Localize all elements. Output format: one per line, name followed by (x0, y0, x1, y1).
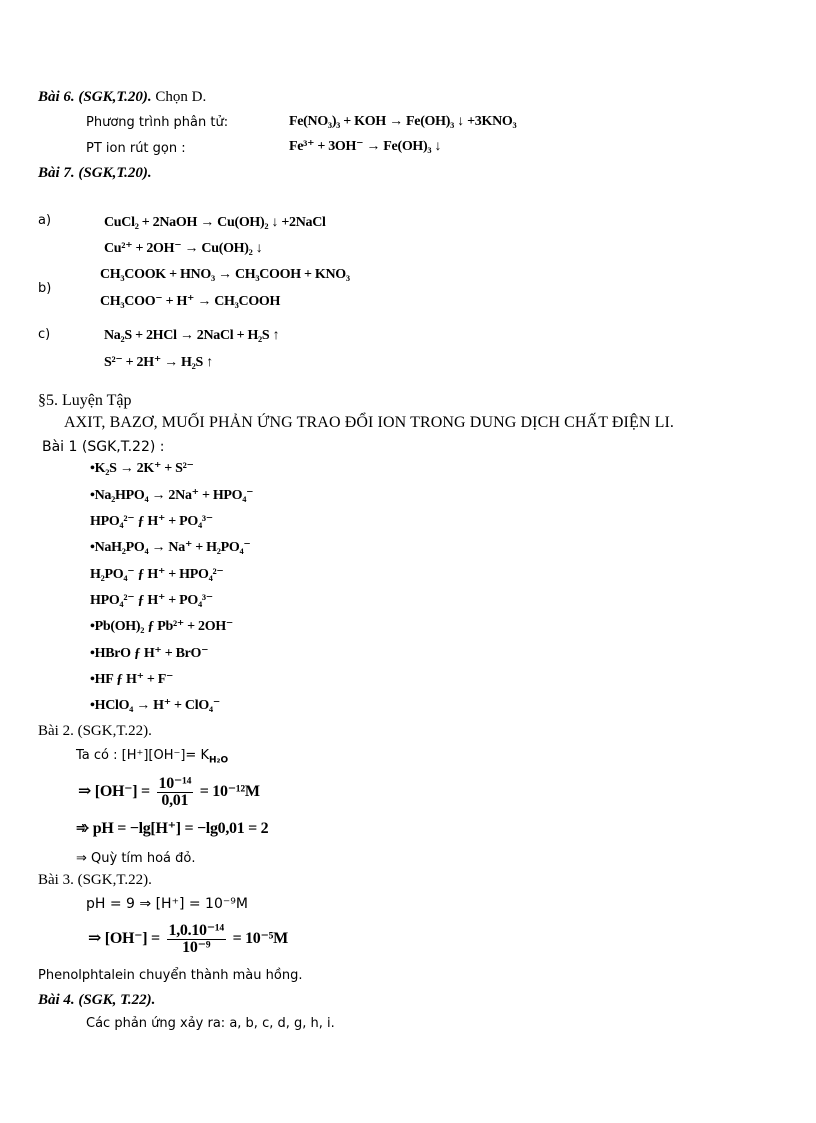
bai2-oh-fraction (157, 776, 194, 809)
bai6-answer: Chọn D. (155, 89, 207, 105)
bai7-c-eq1: Na₂S + 2HCl → 2NaCl + H₂S ↑ (104, 328, 280, 343)
bai4-heading: Bài 4. (SGK, T.22). (38, 992, 156, 1008)
bai1-eq: •K₂S → 2K⁺ + S²⁻ (90, 461, 194, 476)
section5-title: §5. Luyện Tập (38, 392, 132, 409)
bai7-c-eq2: S²⁻ + 2H⁺ → H₂S ↑ (104, 355, 213, 370)
bai7-heading: Bài 7. (SGK,T.20). (38, 165, 152, 181)
bai3-oh-num: 1,0.10⁻¹⁴ (168, 921, 224, 939)
bai3-oh-den: 10⁻⁹ (182, 938, 211, 956)
bai1-eq: •HF ƒ H⁺ + F⁻ (90, 672, 174, 687)
bai6-label1: Phương trình phân tử: (86, 115, 229, 130)
bai1-eq: •Na₂HPO₄ → 2Na⁺ + HPO₄⁻ (90, 488, 254, 503)
bai3-heading: Bài 3. (SGK,T.22). (38, 872, 152, 888)
bai3-oh-fraction (167, 923, 226, 956)
section5-subtitle: AXIT, BAZƠ, MUỐI PHẢN ỨNG TRAO ĐỔI ION TRONG DUNG DỊCH CHẤT ĐIỆN LI. (64, 414, 674, 431)
bai7-b-eq1: CH₃COOK + HNO₃ → CH₃COOH + KNO₃ (100, 267, 350, 282)
bai7-a-eq2: Cu²⁺ + 2OH⁻ → Cu(OH)₂ ↓ (104, 241, 263, 256)
bai2-oh-den: 0,01 (161, 791, 189, 809)
bai1-eq: •Pb(OH)₂ ƒ Pb²⁺ + 2OH⁻ (90, 619, 234, 634)
bai2-ph-line: ➾ pH = −lg[H⁺] = −lg0,01 = 2 (76, 820, 269, 837)
bai1-eq: •HBrO ƒ H⁺ + BrO⁻ (90, 646, 209, 661)
bai4-line1: Các phản ứng xảy ra: a, b, c, d, g, h, i. (86, 1016, 335, 1031)
bai2-conclusion: ⇒ Quỳ tím hoá đỏ. (76, 851, 196, 866)
bai6-eq2: Fe³⁺ + 3OH⁻ → Fe(OH)₃ ↓ (289, 139, 442, 154)
bai1-eq: •NaH₂PO₄ → Na⁺ + H₂PO₄⁻ (90, 540, 251, 555)
bai2-line1-sub: H₂O (208, 755, 229, 766)
bai6-label2: PT ion rút gọn : (86, 141, 186, 156)
bai7-a-eq1: CuCl₂ + 2NaOH → Cu(OH)₂ ↓ +2NaCl (104, 215, 326, 230)
bai7-b-label: b) (38, 281, 52, 296)
bai1-eq: H₂PO₄⁻ ƒ H⁺ + HPO₄²⁻ (90, 567, 224, 582)
bai3-conclusion: Phenolphtalein chuyển thành màu hồng. (38, 968, 303, 983)
bai2-oh-rhs: = 10⁻¹²M (199, 783, 260, 801)
bai1-eq: HPO₄²⁻ ƒ H⁺ + PO₄³⁻ (90, 593, 213, 608)
bai1-eq: HPO₄²⁻ ƒ H⁺ + PO₄³⁻ (90, 514, 213, 529)
bai3-line1: pH = 9 ⇒ [H⁺] = 10⁻⁹M (86, 896, 248, 912)
bai2-line1-text: Ta có : [H⁺][OH⁻]= K (76, 748, 209, 763)
bai1-heading: Bài 1 (SGK,T.22) : (42, 439, 165, 455)
bai6-eq1: Fe(NO₃)₃ + KOH → Fe(OH)₃ ↓ +3KNO₃ (289, 114, 517, 129)
bai3-oh-rhs: = 10⁻⁵M (232, 930, 288, 948)
bai6-heading: Bài 6. (SGK,T.20). (38, 89, 152, 105)
bai3-oh-lhs: ⇒ [OH⁻] = (88, 930, 160, 948)
bai7-b-eq2: CH₃COO⁻ + H⁺ → CH₃COOH (100, 294, 281, 309)
bai2-oh-equation (78, 775, 260, 809)
bai1-eq: •HClO₄ → H⁺ + ClO₄⁻ (90, 698, 220, 713)
bai7-a-label: a) (38, 213, 52, 228)
bai6-heading-line (38, 88, 206, 106)
bai2-heading: Bài 2. (SGK,T.22). (38, 723, 152, 739)
bai7-c-label: c) (38, 327, 51, 342)
bai3-oh-equation (88, 922, 288, 956)
bai2-oh-lhs: ⇒ [OH⁻] = (78, 783, 150, 801)
bai2-oh-num: 10⁻¹⁴ (158, 774, 192, 792)
bai2-line1 (76, 747, 228, 770)
